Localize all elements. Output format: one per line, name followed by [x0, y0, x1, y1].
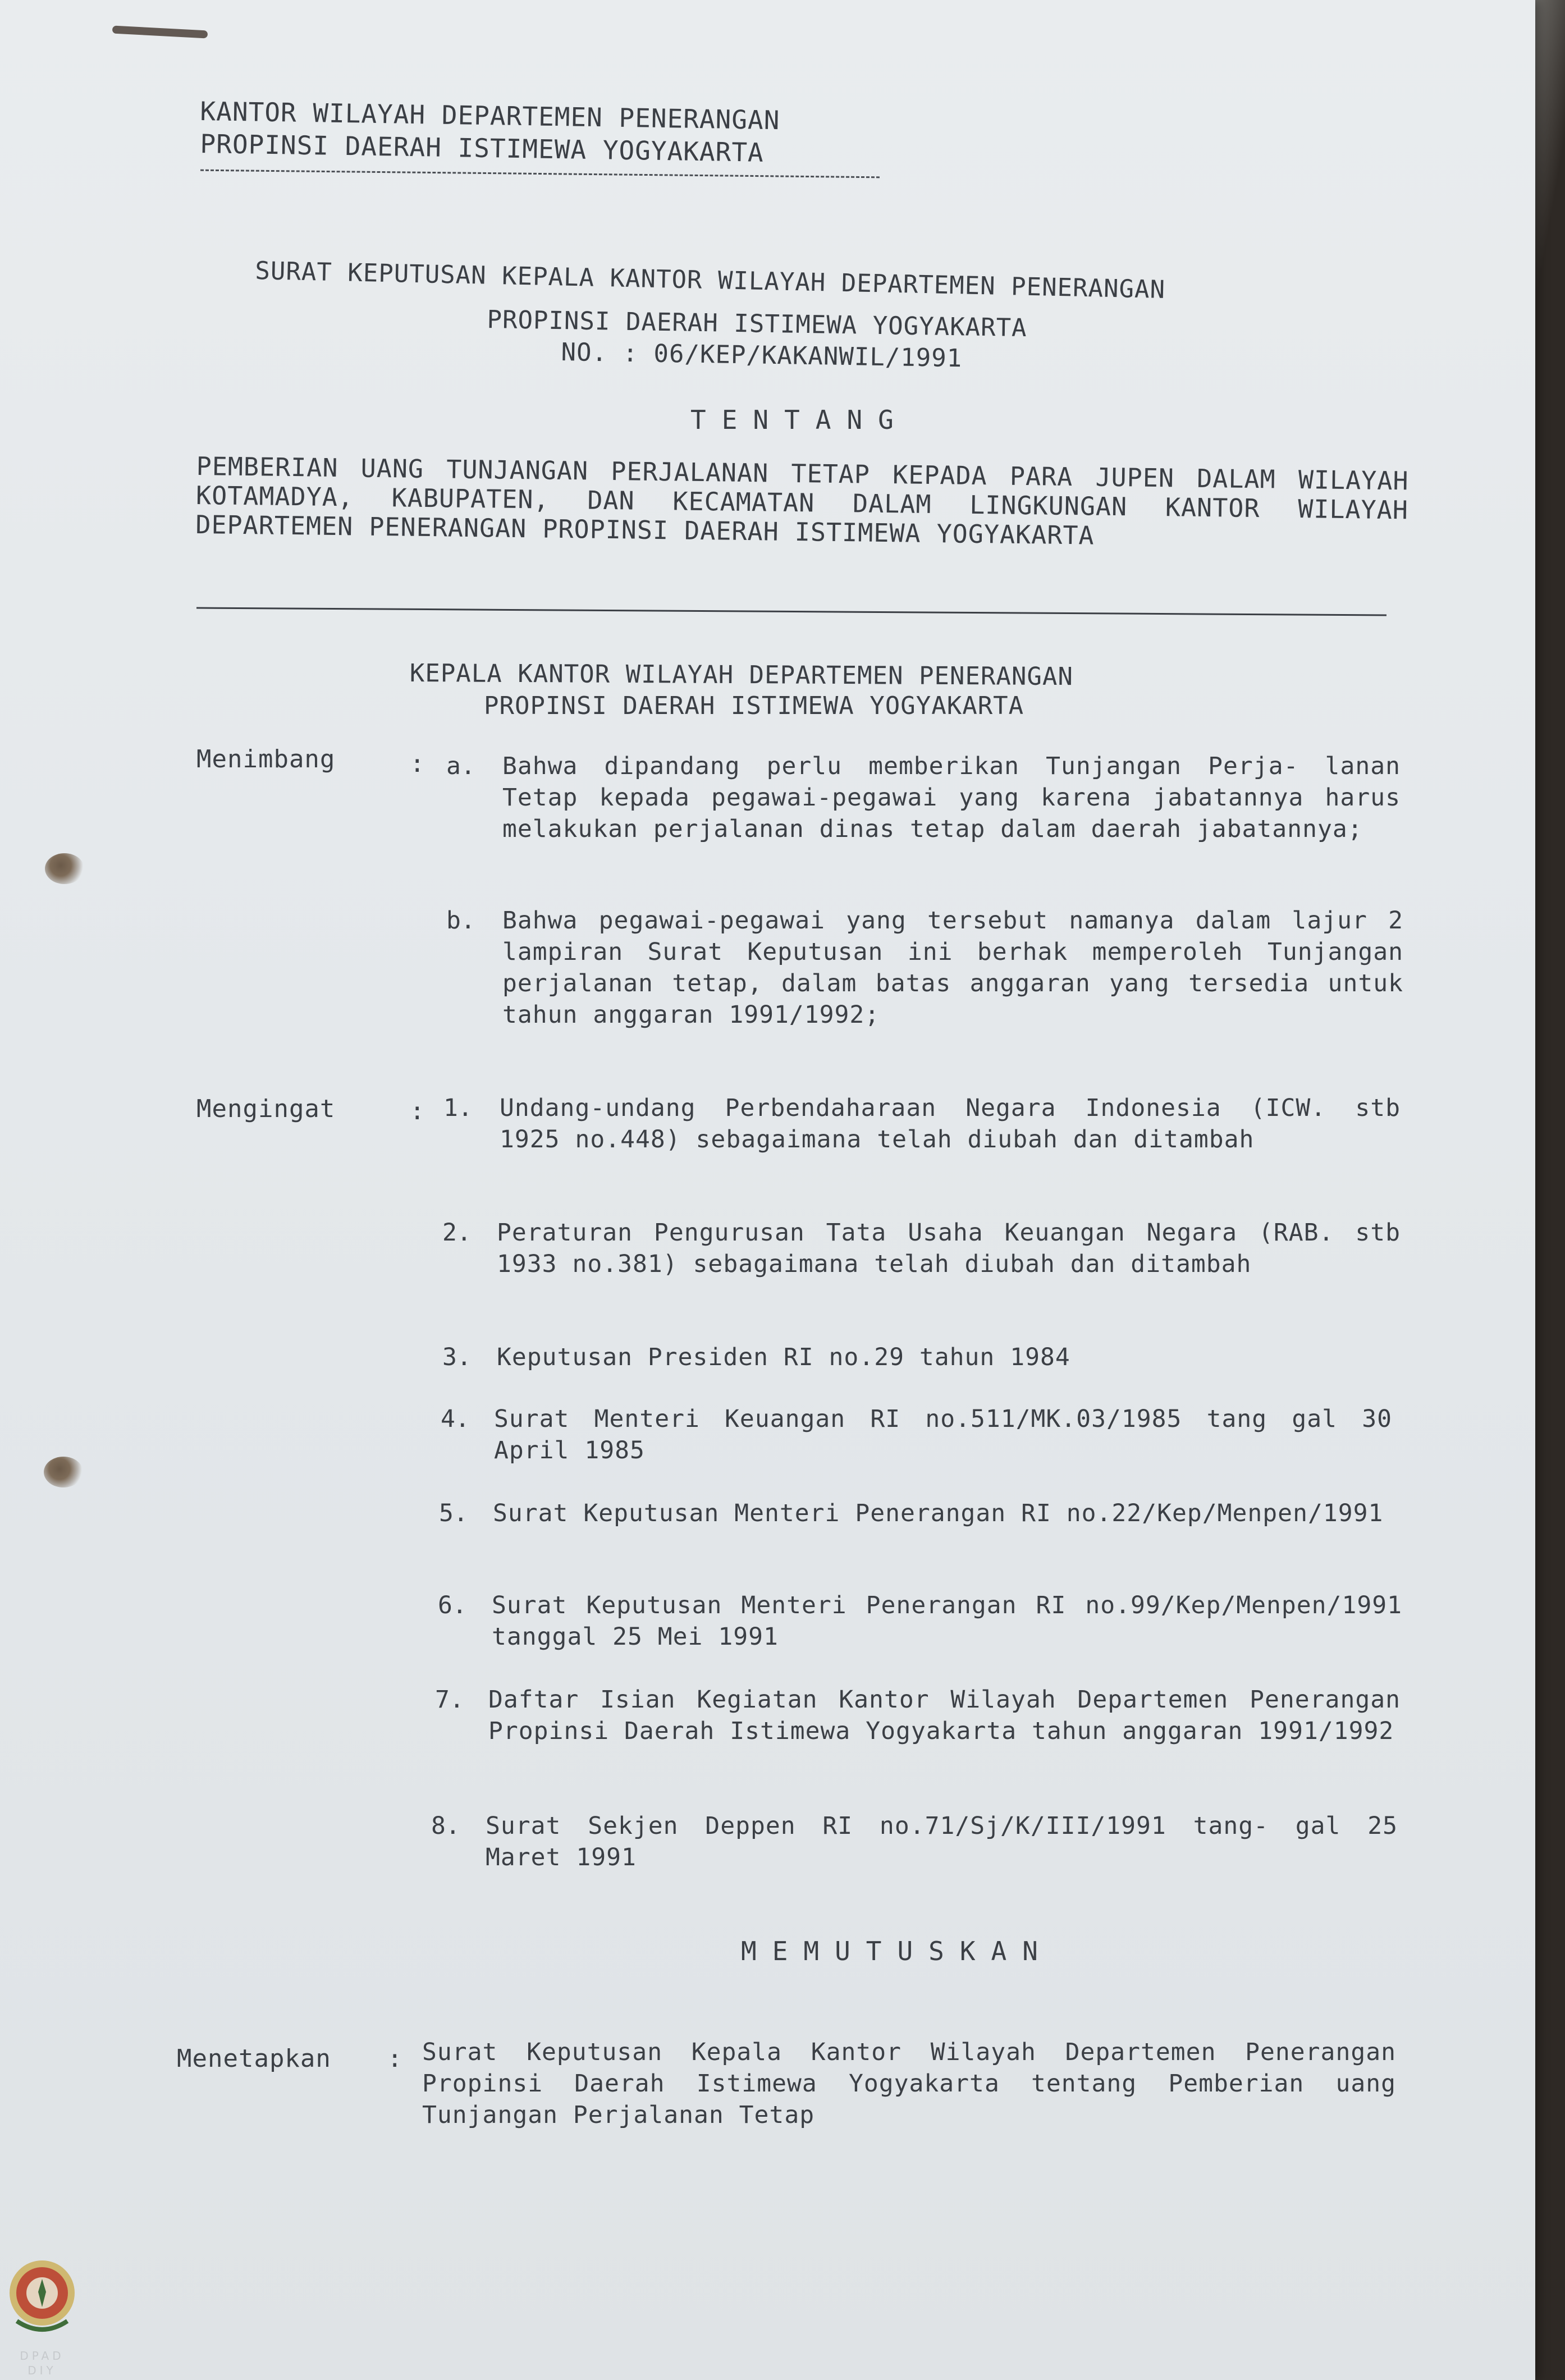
- watermark-text-line2: DIY: [28, 2364, 57, 2377]
- menimbang-item-b: Bahwa pegawai-pegawai yang tersebut namanya dalam lajur 2 lampiran Surat Keputusan ini berhak memperoleh Tunjangan perjalanan tetap, dalam batas anggaran yang tersedia untuk tahun anggaran 1991/1992;: [502, 907, 1403, 1029]
- mengingat-colon: :: [410, 1097, 425, 1125]
- mengingat-item-2: Peraturan Pengurusan Tata Usaha Keuangan Negara (RAB. stb 1933 no.381) sebagaimana telah diubah dan ditambah: [497, 1219, 1401, 1278]
- dpad-seal-icon: [6, 2254, 79, 2344]
- menetapkan-colon: :: [387, 2044, 403, 2073]
- menimbang-label: Menimbang: [196, 745, 336, 774]
- punch-hole-lower: [44, 1457, 83, 1488]
- mengingat-label: Mengingat: [196, 1095, 336, 1123]
- decree-subject: PEMBERIAN UANG TUNJANGAN PERJALANAN TETAP KEPADA PARA JUPEN DALAM WILAYAH KOTAMADYA, KABUPATEN, DAN KECAMATAN DALAM LINGKUNGAN KANTOR WILAYAH DEPARTEMEN PENERANGAN PROPINSI DAERAH ISTIMEWA YOGYAKARTA: [195, 451, 1409, 551]
- menimbang-marker-a: a.: [446, 752, 475, 780]
- mengingat-item-6: Surat Keputusan Menteri Penerangan RI no.99/Kep/Menpen/1991 tanggal 25 Mei 1991: [492, 1591, 1402, 1651]
- mengingat-marker-5: 5.: [439, 1499, 468, 1527]
- mengingat-item-4: Surat Menteri Keuangan RI no.511/MK.03/1985 tang gal 30 April 1985: [494, 1405, 1392, 1464]
- mengingat-marker-8: 8.: [431, 1812, 460, 1840]
- memutuskan-heading: MEMUTUSKAN: [741, 1936, 1054, 1966]
- mengingat-item-7: Daftar Isian Kegiatan Kantor Wilayah Departemen Penerangan Propinsi Daerah Istimewa Yogyakarta tahun anggaran 1991/1992: [488, 1686, 1401, 1745]
- menetapkan-label: Menetapkan: [177, 2044, 331, 2073]
- decree-number: NO. : 06/KEP/KAKANWIL/1991: [561, 337, 963, 373]
- ink-smudge: [112, 26, 208, 39]
- menimbang-colon: :: [410, 749, 425, 778]
- authority-line2: PROPINSI DAERAH ISTIMEWA YOGYAKARTA: [484, 692, 1024, 720]
- tentang-heading: TENTANG: [690, 405, 909, 435]
- dpad-diy-watermark: [6, 2254, 79, 2380]
- decree-title-line1: SURAT KEPUTUSAN KEPALA KANTOR WILAYAH DEPARTEMEN PENERANGAN: [254, 256, 1166, 304]
- mengingat-marker-4: 4.: [441, 1405, 470, 1433]
- mengingat-marker-1: 1.: [443, 1094, 473, 1122]
- watermark-text-line1: DPAD: [20, 2349, 65, 2363]
- mengingat-item-8: Surat Sekjen Deppen RI no.71/Sj/K/III/1991 tang- gal 25 Maret 1991: [486, 1812, 1398, 1871]
- decree-title-line2: PROPINSI DAERAH ISTIMEWA YOGYAKARTA: [487, 305, 1028, 343]
- mengingat-marker-7: 7.: [435, 1686, 464, 1714]
- header-office-line1: KANTOR WILAYAH DEPARTEMEN PENERANGAN: [200, 95, 780, 136]
- header-dashed-rule: [200, 170, 880, 178]
- mengingat-item-3: Keputusan Presiden RI no.29 tahun 1984: [497, 1343, 1070, 1371]
- mengingat-marker-6: 6.: [438, 1591, 467, 1619]
- mengingat-item-1: Undang-undang Perbendaharaan Negara Indonesia (ICW. stb 1925 no.448) sebagaimana telah diubah dan ditambah: [500, 1094, 1401, 1154]
- mengingat-marker-2: 2.: [442, 1219, 472, 1247]
- menetapkan-text: Surat Keputusan Kepala Kantor Wilayah Departemen Penerangan Propinsi Daerah Istimewa Yogyakarta tentang Pemberian uang Tunjangan Perjalanan Tetap: [422, 2038, 1396, 2129]
- mengingat-marker-3: 3.: [442, 1343, 472, 1371]
- header-office-line2: PROPINSI DAERAH ISTIMEWA YOGYAKARTA: [200, 128, 765, 168]
- mengingat-item-5: Surat Keputusan Menteri Penerangan RI no.22/Kep/Menpen/1991: [493, 1499, 1384, 1527]
- authority-line1: KEPALA KANTOR WILAYAH DEPARTEMEN PENERANGAN: [409, 659, 1074, 692]
- menimbang-item-a: Bahwa dipandang perlu memberikan Tunjangan Perja- lanan Tetap kepada pegawai-pegawai yang karena jabatannya harus melakukan perjalanan dinas tetap dalam daerah jabatannya;: [502, 752, 1401, 843]
- menimbang-marker-b: b.: [446, 907, 475, 935]
- title-underline: [196, 607, 1386, 616]
- punch-hole-upper: [45, 853, 84, 884]
